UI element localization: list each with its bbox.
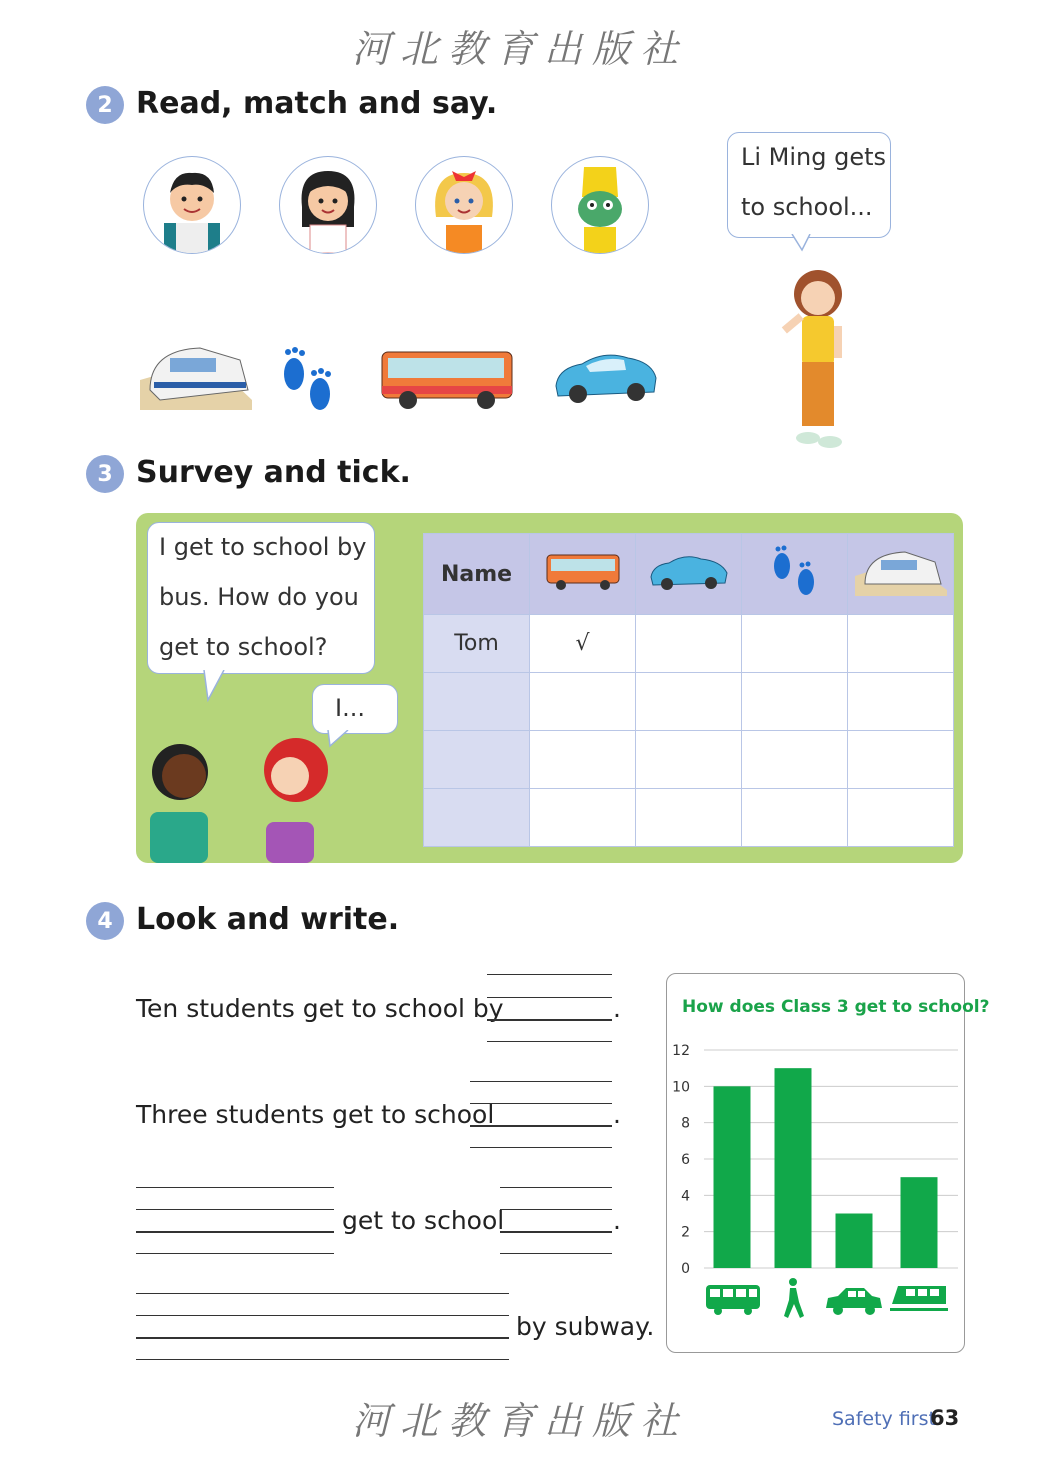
- bar-bus: [714, 1086, 751, 1268]
- survey-bubble-line-3: get to school?: [159, 633, 328, 661]
- writing-line: [136, 1187, 334, 1188]
- answer-line-3a[interactable]: [136, 1231, 334, 1233]
- avatar-dinosaur: [551, 156, 649, 254]
- writing-line: [470, 1081, 612, 1082]
- row-1-bus[interactable]: √: [530, 615, 636, 673]
- sentence-3-period: .: [613, 1206, 621, 1235]
- writing-line: [470, 1103, 612, 1104]
- y-tick-label: 2: [681, 1224, 690, 1241]
- girl-figure: [768, 262, 858, 458]
- row-1-walk[interactable]: [742, 615, 848, 673]
- sentence-2-period: .: [613, 1100, 621, 1129]
- row-2-name[interactable]: [424, 673, 530, 731]
- unit-title: Safety first: [832, 1408, 936, 1430]
- row-1-subway[interactable]: [848, 615, 954, 673]
- row-3-car[interactable]: [636, 731, 742, 789]
- footprints-image: [276, 344, 340, 416]
- speech-bubble-survey: [147, 522, 375, 674]
- two-children-illustration: [140, 726, 340, 863]
- writing-line: [136, 1359, 509, 1360]
- car-icon: [826, 1288, 882, 1315]
- chart-title: How does Class 3 get to school?: [682, 997, 990, 1017]
- row-2-subway[interactable]: [848, 673, 954, 731]
- subway-train-image: [140, 340, 252, 410]
- survey-bubble-tail: [200, 670, 226, 702]
- answer-line-1[interactable]: [487, 1019, 612, 1021]
- avatar-girl-blonde: [415, 156, 513, 254]
- page-number: 63: [930, 1406, 960, 1430]
- row-3-bus[interactable]: [530, 731, 636, 789]
- speech-bubble-li-ming: [727, 132, 891, 238]
- bus-icon: [706, 1285, 760, 1315]
- writing-line: [136, 1253, 334, 1254]
- reply-text: I...: [335, 694, 365, 722]
- y-tick-label: 0: [681, 1261, 690, 1277]
- writing-line: [500, 1187, 612, 1188]
- row-4-subway[interactable]: [848, 789, 954, 847]
- row-4-bus[interactable]: [530, 789, 636, 847]
- bar-chart: [666, 1030, 963, 1330]
- survey-row-2: [424, 673, 954, 731]
- survey-bubble-line-1: I get to school by: [159, 533, 367, 561]
- writing-line: [487, 974, 612, 975]
- y-tick-label: 6: [681, 1152, 690, 1168]
- avatar-boy: [143, 156, 241, 254]
- section-4-title: Look and write.: [136, 902, 400, 937]
- writing-line: [470, 1147, 612, 1148]
- writing-line: [487, 1041, 612, 1042]
- section-2-title: Read, match and say.: [136, 86, 498, 121]
- subway-icon: [890, 1286, 948, 1311]
- row-4-name[interactable]: [424, 789, 530, 847]
- survey-row-3: [424, 731, 954, 789]
- section-3-number: 3: [86, 455, 124, 493]
- y-tick-label: 8: [681, 1115, 690, 1132]
- writing-line: [487, 997, 612, 998]
- sentence-4-text: by subway.: [516, 1312, 655, 1341]
- header-car-icon: [636, 534, 742, 615]
- walk-icon: [784, 1278, 804, 1318]
- bubble-line-1: Li Ming gets: [741, 143, 887, 171]
- bubble-line-2: to school...: [741, 193, 873, 221]
- row-1-name[interactable]: Tom: [424, 615, 530, 673]
- header-name: Name: [424, 534, 530, 615]
- writing-line: [500, 1253, 612, 1254]
- car-image: [552, 348, 660, 408]
- answer-line-3b[interactable]: [500, 1231, 612, 1233]
- section-3-title: Survey and tick.: [136, 455, 411, 490]
- bubble-tail: [790, 234, 814, 254]
- sentence-2-text: Three students get to school: [136, 1100, 495, 1129]
- header-walk-icon: [742, 534, 848, 615]
- bar-subway: [901, 1177, 938, 1268]
- bar-walk: [775, 1068, 812, 1268]
- y-tick-label: 12: [672, 1043, 690, 1059]
- publisher-watermark-top: 河北教育出版社: [352, 27, 689, 71]
- y-tick-label: 4: [681, 1188, 690, 1205]
- sentence-3-text: get to school: [342, 1206, 505, 1235]
- writing-line: [136, 1315, 509, 1316]
- header-subway-icon: [848, 534, 954, 615]
- row-3-name[interactable]: [424, 731, 530, 789]
- section-2-number: 2: [86, 86, 124, 124]
- survey-row-1: [424, 615, 954, 673]
- writing-line: [136, 1209, 334, 1210]
- survey-bubble-line-2: bus. How do you: [159, 583, 359, 611]
- section-4-number: 4: [86, 902, 124, 940]
- row-4-car[interactable]: [636, 789, 742, 847]
- y-tick-label: 10: [672, 1079, 690, 1096]
- row-2-walk[interactable]: [742, 673, 848, 731]
- row-1-car[interactable]: [636, 615, 742, 673]
- survey-table: [423, 533, 954, 847]
- bar-car: [836, 1214, 873, 1269]
- row-3-walk[interactable]: [742, 731, 848, 789]
- row-3-subway[interactable]: [848, 731, 954, 789]
- avatar-girl-black-hair: [279, 156, 377, 254]
- row-2-car[interactable]: [636, 673, 742, 731]
- sentence-1-text: Ten students get to school by: [136, 994, 504, 1023]
- survey-row-4: [424, 789, 954, 847]
- publisher-watermark-bottom: 河北教育出版社: [352, 1399, 689, 1443]
- answer-line-4[interactable]: [136, 1337, 509, 1339]
- writing-line: [500, 1209, 612, 1210]
- header-bus-icon: [530, 534, 636, 615]
- row-4-walk[interactable]: [742, 789, 848, 847]
- sentence-1-period: .: [613, 994, 621, 1023]
- answer-line-2[interactable]: [470, 1125, 612, 1127]
- bus-image: [380, 346, 514, 410]
- row-2-bus[interactable]: [530, 673, 636, 731]
- writing-line: [136, 1293, 509, 1294]
